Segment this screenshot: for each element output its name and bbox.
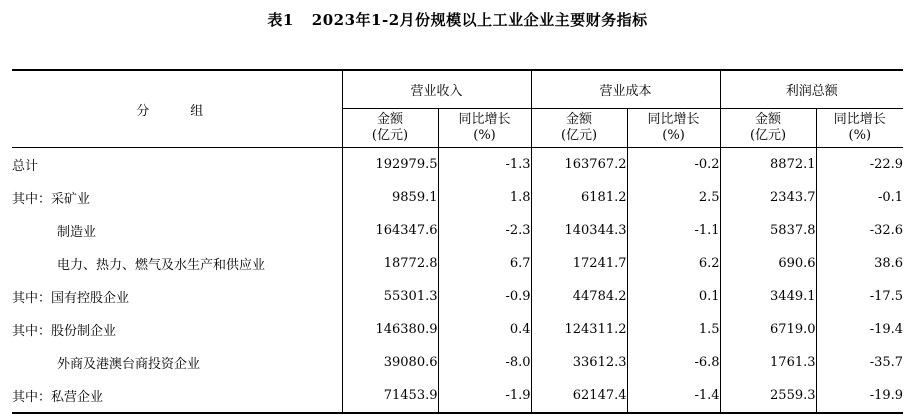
- cost-amount: 6181.2: [531, 181, 627, 214]
- profit-amount: 6719.0: [720, 313, 816, 346]
- financial-indicators-table: [12, 69, 903, 414]
- table-row-private: [12, 379, 903, 413]
- profit-growth: -0.1: [816, 181, 903, 214]
- revenue-amount: 39080.6: [342, 346, 438, 379]
- row-label: 电力、热力、燃气及水生产和供应业: [57, 258, 266, 273]
- table-row-utilities: [12, 247, 903, 280]
- revenue-growth: -1.9: [438, 379, 531, 413]
- table-title-text: 2023年1-2月份规模以上工业企业主要财务指标: [311, 11, 648, 29]
- table-row-mining: [12, 181, 903, 214]
- header-growth: 同比增长 (%): [816, 109, 903, 148]
- revenue-amount: 192979.5: [342, 148, 438, 182]
- profit-growth: -17.5: [816, 280, 903, 313]
- profit-amount: 3449.1: [720, 280, 816, 313]
- revenue-growth: -0.9: [438, 280, 531, 313]
- table-row-foreign-invested: [12, 346, 903, 379]
- revenue-amount: 18772.8: [342, 247, 438, 280]
- profit-growth: -35.7: [816, 346, 903, 379]
- cost-growth: -0.2: [627, 148, 720, 182]
- table-number: 表1: [267, 11, 294, 29]
- cost-growth: 2.5: [627, 181, 720, 214]
- cost-amount: 17241.7: [531, 247, 627, 280]
- cost-amount: 33612.3: [531, 346, 627, 379]
- table-row-manufacturing: [12, 214, 903, 247]
- profit-amount: 8872.1: [720, 148, 816, 182]
- row-label: 其中：国有控股企业: [12, 291, 130, 306]
- row-label: 其中：股份制企业: [12, 324, 117, 339]
- profit-growth: -19.9: [816, 379, 903, 413]
- row-label: 总计: [12, 159, 39, 174]
- cost-growth: -1.4: [627, 379, 720, 413]
- profit-growth: 38.6: [816, 247, 903, 280]
- row-label: 其中：采矿业: [12, 192, 91, 207]
- cost-amount: 163767.2: [531, 148, 627, 182]
- profit-growth: -19.4: [816, 313, 903, 346]
- row-label: 外商及港澳台商投资企业: [57, 357, 201, 372]
- row-label: 其中：私营企业: [12, 379, 342, 413]
- cost-amount: 62147.4: [531, 379, 627, 413]
- cost-amount: 44784.2: [531, 280, 627, 313]
- revenue-growth: 0.4: [438, 313, 531, 346]
- profit-growth: -22.9: [816, 148, 903, 182]
- profit-amount: 2343.7: [720, 181, 816, 214]
- revenue-amount: 55301.3: [342, 280, 438, 313]
- profit-amount: 690.6: [720, 247, 816, 280]
- table-title: [0, 9, 915, 30]
- profit-amount: 5837.8: [720, 214, 816, 247]
- cost-growth: -6.8: [627, 346, 720, 379]
- revenue-amount: 146380.9: [342, 313, 438, 346]
- revenue-growth: 1.8: [438, 181, 531, 214]
- header-amount: 金额 (亿元): [720, 109, 816, 148]
- revenue-amount: 71453.9: [342, 379, 438, 413]
- revenue-growth: 6.7: [438, 247, 531, 280]
- header-growth: 同比增长 (%): [627, 109, 720, 148]
- table-row-total: [12, 148, 903, 182]
- header-profit: 利润总额: [720, 70, 903, 109]
- profit-growth: -32.6: [816, 214, 903, 247]
- header-revenue: 营业收入: [342, 70, 531, 109]
- revenue-growth: -2.3: [438, 214, 531, 247]
- header-cost: 营业成本: [531, 70, 720, 109]
- revenue-amount: 9859.1: [342, 181, 438, 214]
- table-row-state-owned: [12, 280, 903, 313]
- cost-growth: 0.1: [627, 280, 720, 313]
- table-row-joint-stock: [12, 313, 903, 346]
- revenue-growth: -8.0: [438, 346, 531, 379]
- cost-growth: 1.5: [627, 313, 720, 346]
- cost-growth: -1.1: [627, 214, 720, 247]
- header-category: 分 组: [12, 70, 342, 148]
- profit-amount: 2559.3: [720, 379, 816, 413]
- header-amount: 金额 (亿元): [342, 109, 438, 148]
- cost-amount: 140344.3: [531, 214, 627, 247]
- header-growth: 同比增长 (%): [438, 109, 531, 148]
- cost-growth: 6.2: [627, 247, 720, 280]
- cost-amount: 124311.2: [531, 313, 627, 346]
- profit-amount: 1761.3: [720, 346, 816, 379]
- revenue-amount: 164347.6: [342, 214, 438, 247]
- header-amount: 金额 (亿元): [531, 109, 627, 148]
- revenue-growth: -1.3: [438, 148, 531, 182]
- header-row-groups: [12, 70, 903, 109]
- row-label: 制造业: [57, 225, 97, 240]
